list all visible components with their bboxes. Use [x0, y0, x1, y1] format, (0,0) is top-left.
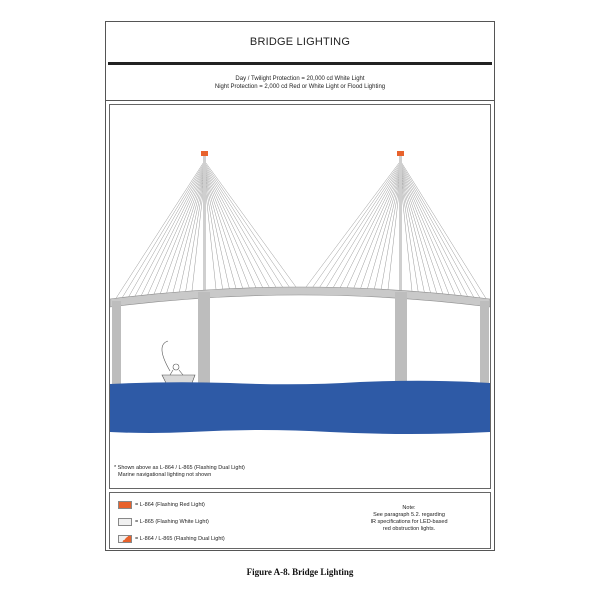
- note-line-1: See paragraph 5.2. regarding: [373, 512, 445, 518]
- bridge-deck: [110, 287, 490, 307]
- figure-caption: Figure A-8. Bridge Lighting: [246, 567, 354, 577]
- night-protection-text: Night Protection = 2,000 cd Red or White Light or Flood Lighting: [214, 83, 386, 90]
- note-heading: Note:: [402, 505, 416, 511]
- stay-cable: [205, 178, 223, 289]
- note-line-3: red obstruction lights.: [382, 526, 436, 532]
- stay-cable: [374, 176, 400, 289]
- footnote: [114, 465, 245, 479]
- protection-info: [106, 65, 494, 101]
- stay-cable: [179, 176, 204, 292]
- legend-label-dual: = L-864 / L-865 (Flashing Dual Light): [135, 536, 225, 542]
- stay-cable: [122, 163, 204, 298]
- pier-left-end: [112, 301, 121, 385]
- stay-cable: [135, 166, 205, 297]
- right-tower-mast: [399, 155, 402, 297]
- stay-cable: [205, 164, 283, 287]
- stay-cable: [354, 172, 401, 288]
- pier-right-tower: [395, 292, 407, 385]
- right-tower-light: [397, 151, 404, 156]
- note-line-2: IR specifications for LED-based: [370, 519, 448, 525]
- stay-cable: [205, 172, 250, 288]
- footnote-line-1: * Shown above as L-864 / L-865 (Flashing Dual Light): [114, 465, 245, 471]
- stay-cable: [401, 163, 480, 298]
- legend-label-white: = L-865 (Flashing White Light): [135, 519, 209, 525]
- day-protection-text: Day / Twilight Protection = 20,000 cd White Light: [235, 75, 365, 82]
- stay-cable: [320, 164, 401, 287]
- right-tower-cables: [306, 161, 486, 299]
- stay-cable: [381, 178, 400, 290]
- stay-cable: [173, 175, 205, 293]
- stay-cable: [401, 161, 487, 299]
- stay-cable: [327, 166, 401, 288]
- stay-cable: [401, 170, 450, 294]
- fishing-boat: [162, 341, 195, 383]
- stay-cable: [141, 167, 204, 295]
- note: [354, 505, 464, 533]
- left-tower-mast: [203, 155, 206, 297]
- stay-cable: [205, 166, 277, 288]
- stay-cable: [205, 163, 290, 288]
- bridge-illustration: [110, 105, 490, 488]
- stay-cable: [340, 169, 400, 288]
- stay-cable: [205, 176, 230, 289]
- stay-cable: [148, 169, 205, 295]
- stay-cable: [160, 172, 204, 294]
- legend-item-white: [118, 518, 209, 526]
- bridge-scene: [109, 104, 491, 489]
- water: [110, 381, 490, 434]
- legend-label-red: = L-864 (Flashing Red Light): [135, 502, 205, 508]
- legend-item-red: [118, 501, 205, 509]
- white-light-icon: [118, 518, 132, 526]
- pier-left-tower: [198, 292, 210, 385]
- red-light-icon: [118, 501, 132, 509]
- footnote-line-2: Marine navigational lighting not shown: [118, 472, 212, 478]
- dual-light-icon: [118, 535, 132, 543]
- left-tower-light: [201, 151, 208, 156]
- legend-item-dual: [118, 535, 225, 543]
- stay-cable: [401, 172, 443, 294]
- stay-cable: [347, 170, 401, 288]
- pier-right-end: [480, 301, 489, 385]
- stay-cable: [116, 161, 205, 298]
- figure-title: BRIDGE LIGHTING: [249, 36, 351, 48]
- stay-cable: [205, 170, 257, 288]
- figure-frame: [105, 21, 495, 551]
- stay-cable: [167, 173, 205, 293]
- stay-cable: [401, 179, 413, 291]
- stay-cable: [205, 167, 270, 287]
- stay-cable: [401, 167, 462, 296]
- stay-cable: [154, 170, 205, 294]
- stay-cable: [205, 169, 263, 288]
- legend: [109, 492, 491, 549]
- stay-cable: [313, 163, 401, 288]
